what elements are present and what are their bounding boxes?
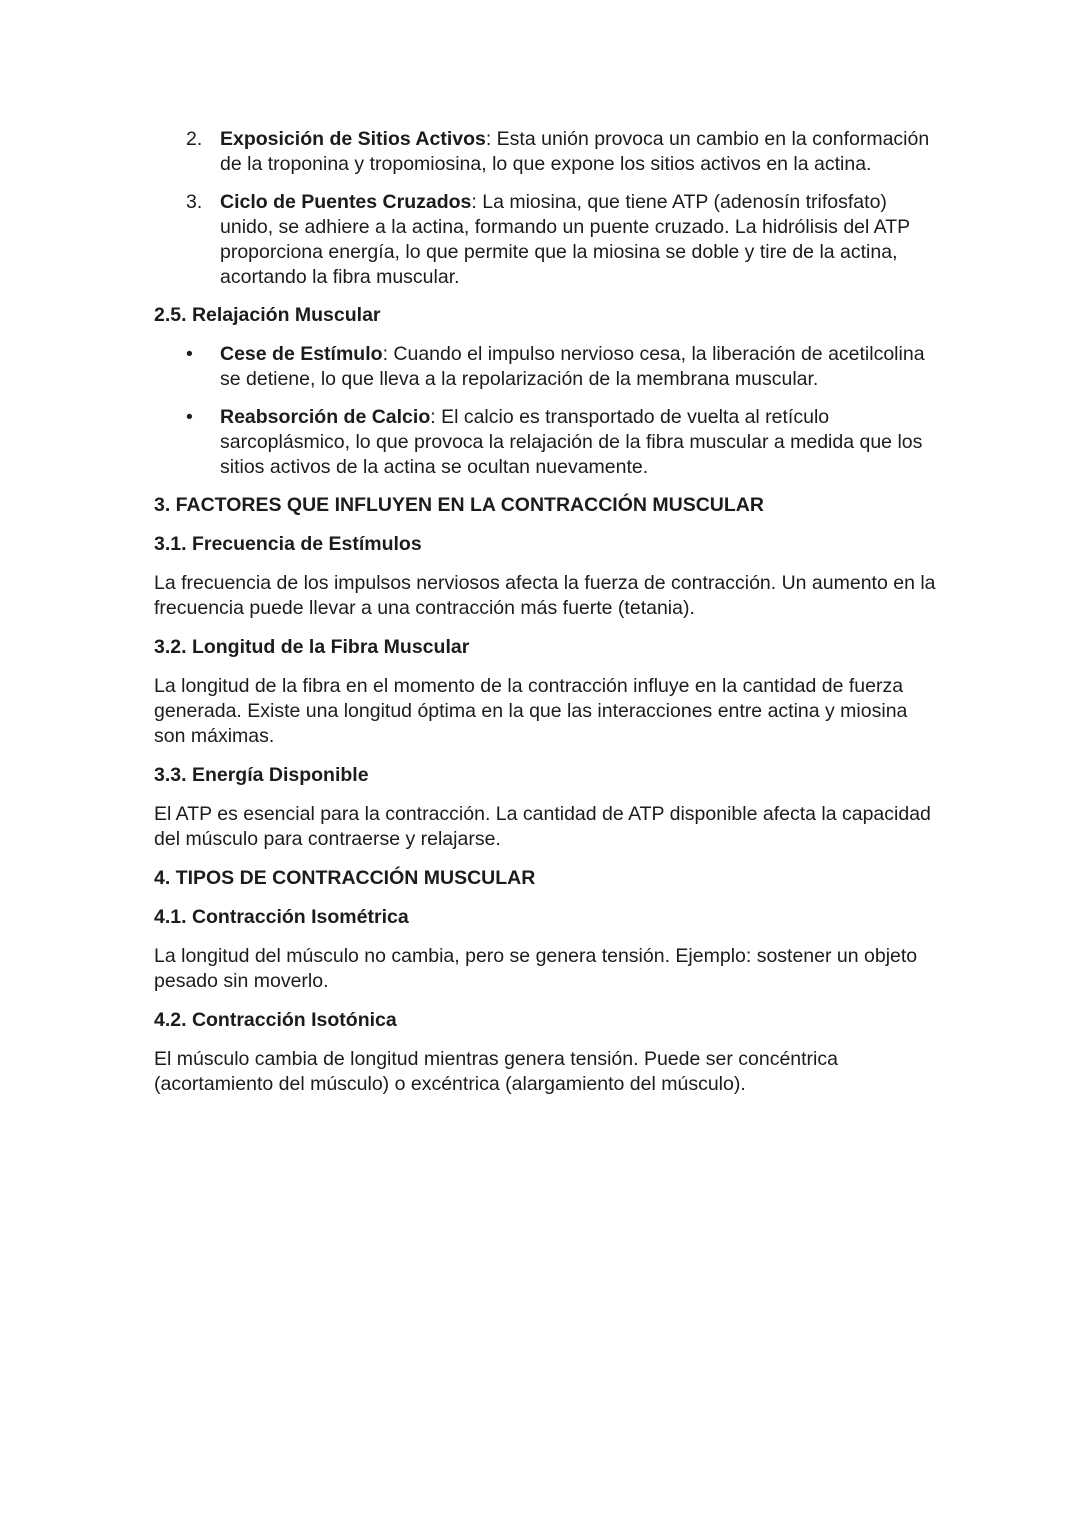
bullet-list-item — [154, 405, 940, 480]
list-item-body: : La miosina, que tiene ATP (adenosín trifosfato) unido, se adhiere a la actina, formando un puente cruzado. La hidrólisis del ATP proporciona energía, lo que permite que la miosina se doble y tire de la actina, acortando la fibra muscular. — [220, 191, 910, 288]
list-item-term: Ciclo de Puentes Cruzados — [220, 191, 472, 213]
section-heading-3: 3. FACTORES QUE INFLUYEN EN LA CONTRACCIÓN MUSCULAR — [154, 494, 764, 516]
subsection-heading-4-2: 4.2. Contracción Isotónica — [154, 1009, 397, 1031]
list-item-body: : Cuando el impulso nervioso cesa, la liberación de acetilcolina se detiene, lo que lleva a la repolarización de la membrana muscular. — [220, 343, 925, 390]
list-item-term: Reabsorción de Calcio — [220, 406, 431, 428]
paragraph-4-1: La longitud del músculo no cambia, pero se genera tensión. Ejemplo: sostener un objeto pesado sin moverlo. — [154, 945, 918, 992]
list-item-text — [220, 190, 940, 290]
list-number: 2. — [186, 128, 203, 150]
section-heading-2-5: 2.5. Relajación Muscular — [154, 304, 381, 326]
document-page — [154, 127, 940, 1111]
list-item-term: Exposición de Sitios Activos — [220, 128, 486, 150]
list-item-text — [220, 342, 940, 392]
paragraph-3-2: La longitud de la fibra en el momento de la contracción influye en la cantidad de fuerza generada. Existe una longitud óptima en la que las interacciones entre actina y miosina son máximas. — [154, 675, 908, 747]
subsection-heading-3-1: 3.1. Frecuencia de Estímulos — [154, 533, 422, 555]
subsection-heading-3-2: 3.2. Longitud de la Fibra Muscular — [154, 636, 470, 658]
numbered-list-item — [154, 190, 940, 290]
bullet-icon: • — [186, 343, 193, 365]
bullet-icon: • — [186, 406, 193, 428]
paragraph-3-3: El ATP es esencial para la contracción. La cantidad de ATP disponible afecta la capacidad del músculo para contraerse y relajarse. — [154, 803, 931, 850]
numbered-list-item — [154, 127, 940, 177]
list-item-text — [220, 405, 940, 480]
list-item-term: Cese de Estímulo — [220, 343, 383, 365]
list-item-body: : El calcio es transportado de vuelta al retículo sarcoplásmico, lo que provoca la relajación de la fibra muscular a medida que los sitios activos de la actina se ocultan nuevamente. — [220, 406, 923, 478]
list-number: 3. — [186, 191, 203, 213]
subsection-heading-3-3: 3.3. Energía Disponible — [154, 764, 369, 786]
section-heading-4: 4. TIPOS DE CONTRACCIÓN MUSCULAR — [154, 867, 536, 889]
list-item-body: : Esta unión provoca un cambio en la conformación de la troponina y tropomiosina, lo que expone los sitios activos en la actina. — [220, 128, 930, 175]
subsection-heading-4-1: 4.1. Contracción Isométrica — [154, 906, 409, 928]
bullet-list-item — [154, 342, 940, 392]
list-item-text — [220, 127, 940, 177]
paragraph-3-1: La frecuencia de los impulsos nerviosos afecta la fuerza de contracción. Un aumento en la frecuencia puede llevar a una contracción más fuerte (tetania). — [154, 572, 936, 619]
paragraph-4-2: El músculo cambia de longitud mientras genera tensión. Puede ser concéntrica (acortamiento del músculo) o excéntrica (alargamiento del músculo). — [154, 1048, 838, 1095]
